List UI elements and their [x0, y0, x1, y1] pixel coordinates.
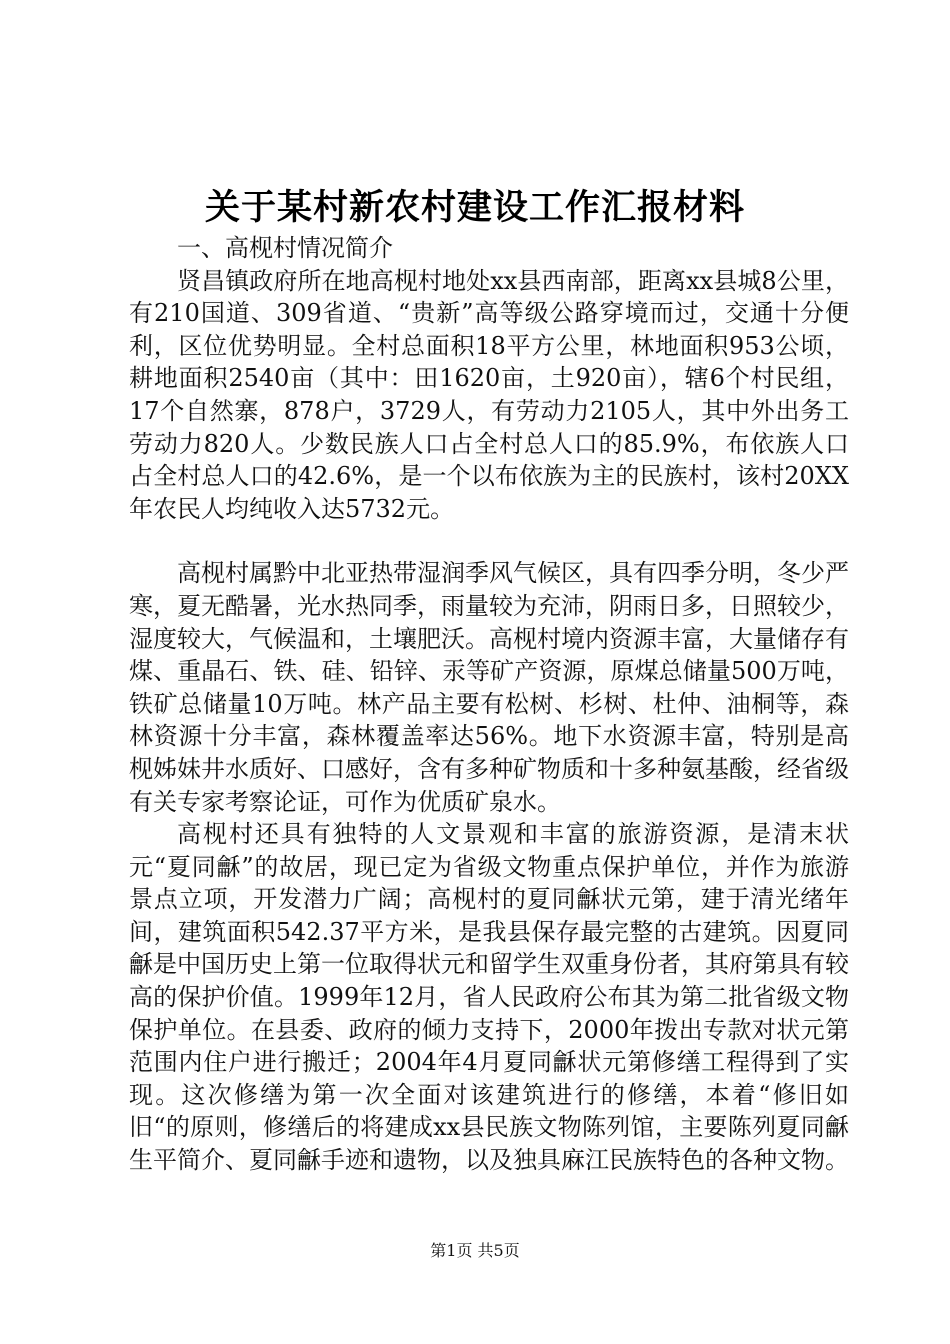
section-heading: 一、高枧村情况简介	[177, 234, 393, 262]
paragraph-village-overview: 贤昌镇政府所在地高枧村地处xx县西南部，距离xx县城8公里，有210国道、309省道、“贵新”高等级公路穿境而过，交通十分便利，区位优势明显。全村总面积18平方公里，林地面积953公顷，耕地面积2540亩（其中：田1620亩，土920亩），辖6个村民组，17个自然寨，878户，3729人，有劳动力2105人，其中外出务工劳动力820人。少数民族人口占全村总人口的85.9%，布依族人口占全村总人口的42.6%，是一个以布依族为主的民族村，该村20XX年农民人均纯收入达5732元。	[129, 266, 849, 523]
paragraph-climate-resources: 高枧村属黔中北亚热带湿润季风气候区，具有四季分明，冬少严寒，夏无酷暑，光水热同季，雨量较为充沛，阴雨日多，日照较少，湿度较大，气候温和，土壤肥沃。高枧村境内资源丰富，大量储存有煤、重晶石、铁、硅、铅锌、汞等矿产资源，原煤总储量500万吨，铁矿总储量10万吨。林产品主要有松树、杉树、杜仲、油桐等，森林资源十分丰富，森林覆盖率达56%。地下水资源丰富，特别是高枧姊妹井水质好、口感好，含有多种矿物质和十多种氨基酸，经省级有关专家考察论证，可作为优质矿泉水。	[129, 559, 849, 816]
document-body	[129, 232, 849, 1177]
paragraph-cultural-tourism: 高枧村还具有独特的人文景观和丰富的旅游资源，是清末状元“夏同龢”的故居，现已定为省级文物重点保护单位，并作为旅游景点立项，开发潜力广阔；高枧村的夏同龢状元第，建于清光绪年间，建筑面积542.37平方米，是我县保存最完整的古建筑。因夏同龢是中国历史上第一位取得状元和留学生双重身份者，其府第具有较高的保护价值。1999年12月，省人民政府公布其为第二批省级文物保护单位。在县委、政府的倾力支持下，2000年拨出专款对状元第范围内住户进行搬迁；2004年4月夏同龢状元第修缮工程得到了实现。这次修缮为第一次全面对该建筑进行的修缮，本着“修旧如旧“的原则，修缮后的将建成xx县民族文物陈列馆，主要陈列夏同龢生平简介、夏同龢手迹和遗物，以及独具麻江民族特色的各种文物。	[129, 820, 849, 1175]
page-footer: 第1页 共5页	[430, 1241, 520, 1260]
document-title: 关于某村新农村建设工作汇报材料	[204, 187, 745, 228]
